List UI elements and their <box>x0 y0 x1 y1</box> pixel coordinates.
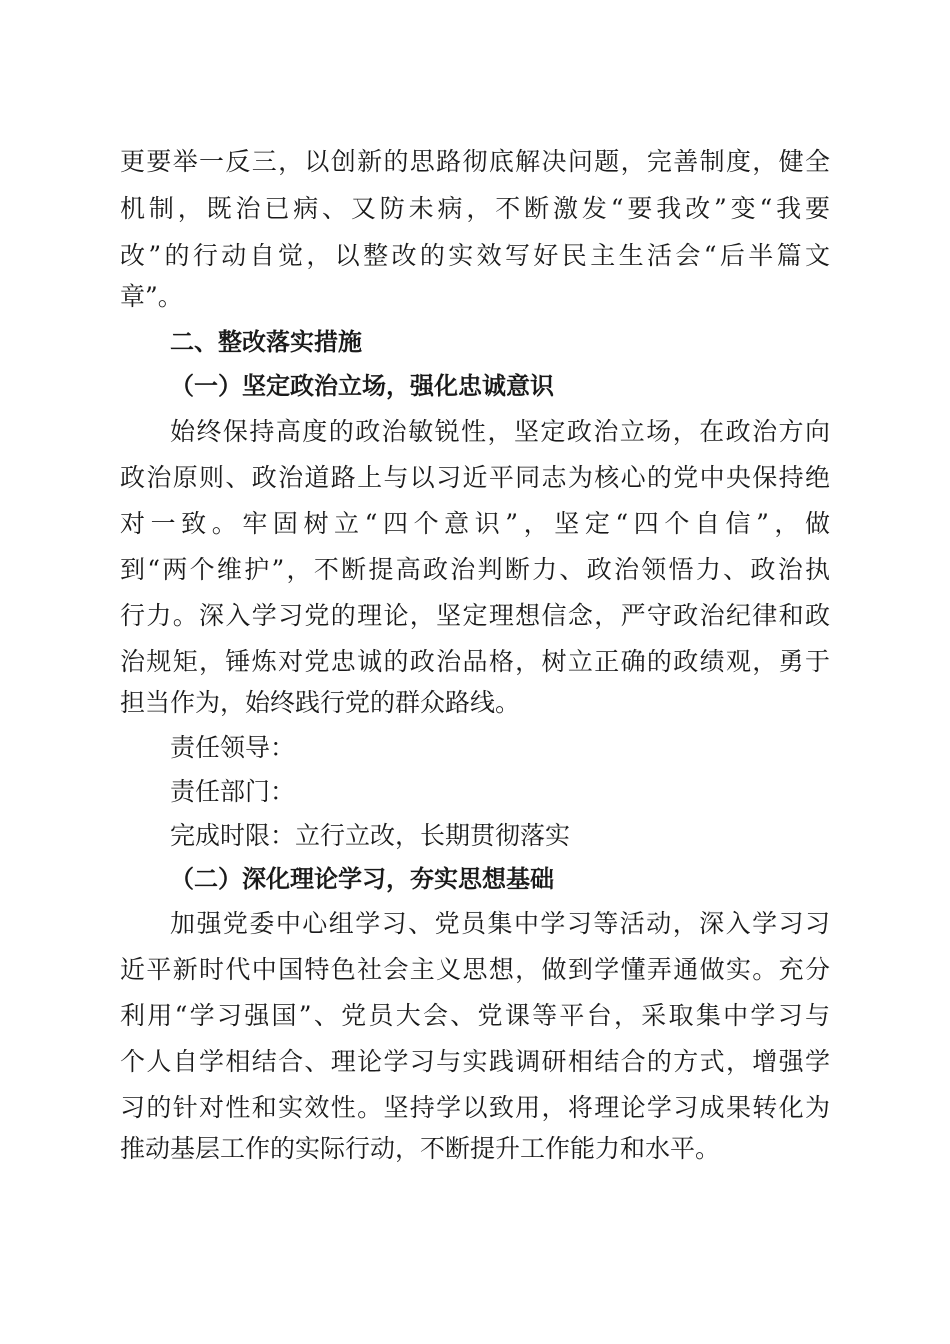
paragraph-line: 利用“学习强国”、党员大会、党课等平台，采取集中学习与 <box>120 1001 830 1030</box>
item-1-title: （一）坚定政治立场，强化忠诚意识 <box>170 371 554 400</box>
paragraph-line: 加强党委中心组学习、党员集中学习等活动，深入学习习 <box>170 909 830 938</box>
paragraph-line: 个人自学相结合、理论学习与实践调研相结合的方式，增强学 <box>120 1047 830 1076</box>
paragraph-line: 治规矩，锤炼对党忠诚的政治品格，树立正确的政绩观，勇于 <box>120 647 830 676</box>
paragraph-line: 改”的行动自觉，以整改的实效写好民主生活会“后半篇文 <box>120 241 830 270</box>
paragraph-line: 始终保持高度的政治敏锐性，坚定政治立场，在政治方向 <box>170 417 830 446</box>
responsible-department: 责任部门： <box>170 777 296 806</box>
paragraph-line: 章”。 <box>120 282 183 311</box>
paragraph-line: 行力。深入学习党的理论，坚定理想信念，严守政治纪律和政 <box>120 601 830 630</box>
responsible-leader: 责任领导： <box>170 733 296 762</box>
section-title: 二、整改落实措施 <box>170 328 362 356</box>
paragraph-line: 机制，既治已病、又防未病，不断激发“要我改”变“我要 <box>120 194 830 223</box>
paragraph-line: 近平新时代中国特色社会主义思想，做到学懂弄通做实。充分 <box>120 955 830 984</box>
paragraph-line: 政治原则、政治道路上与以习近平同志为核心的党中央保持绝 <box>120 463 830 492</box>
paragraph-line: 推动基层工作的实际行动，不断提升工作能力和水平。 <box>120 1134 721 1163</box>
paragraph-line: 担当作为，始终践行党的群众路线。 <box>120 688 521 717</box>
paragraph-line: 习的针对性和实效性。坚持学以致用，将理论学习成果转化为 <box>120 1093 830 1122</box>
paragraph-line: 对一致。牢固树立“四个意识”，坚定“四个自信”，做 <box>120 509 830 538</box>
paragraph-line: 更要举一反三，以创新的思路彻底解决问题，完善制度，健全 <box>120 147 830 176</box>
item-2-title: （二）深化理论学习，夯实思想基础 <box>170 864 554 893</box>
paragraph-line: 到“两个维护”，不断提高政治判断力、政治领悟力、政治执 <box>120 555 830 584</box>
deadline: 完成时限：立行立改，长期贯彻落实 <box>170 821 571 850</box>
